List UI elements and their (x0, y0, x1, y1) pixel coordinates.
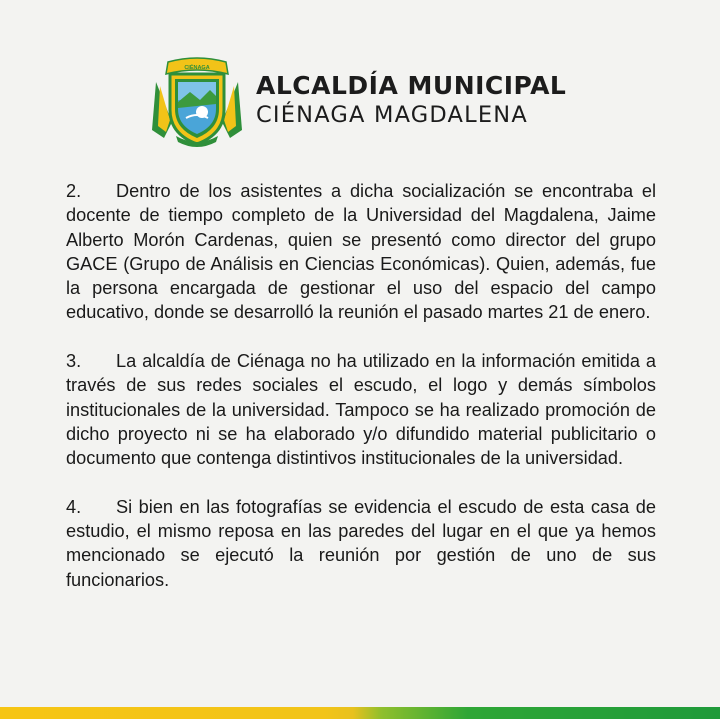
document-body (66, 179, 656, 616)
paragraph-number: 4. (66, 496, 82, 517)
paragraph-4 (66, 495, 656, 592)
page-subtitle: CIÉNAGA MAGDALENA (256, 102, 528, 128)
paragraph-2 (66, 179, 656, 325)
municipal-crest-icon (150, 52, 244, 148)
page-title: ALCALDÍA MUNICIPAL (256, 71, 567, 100)
paragraph-text: Si bien en las fotografías se evidencia el escudo de esta casa de estudio, el mismo reposa en las paredes del lugar en el que ya hemos mencionado se ejecutó la reunión por gestión de uno de sus funcionarios. (66, 496, 656, 590)
paragraph-number: 2. (66, 181, 82, 201)
paragraph-text: La alcaldía de Ciénaga no ha utilizado en la información emitida a través de sus redes sociales el escudo, el logo y demás símbolos institucionales de la universidad. Tampoco se ha realizado promoción de dicho proyecto ni se ha elaborado y/o difundido material publicitario o documento que contenga distintivos institucionales de la universidad. (66, 351, 656, 469)
paragraph-3 (66, 349, 656, 470)
paragraph-number: 3. (66, 351, 82, 372)
title-block (256, 71, 566, 129)
crest-banner-text: CIÉNAGA (184, 65, 210, 71)
paragraph-text: Dentro de los asistentes a dicha socialización se encontraba el docente de tiempo completo de la Universidad del Magdalena, Jaime Alberto Morón Cardenas, quien se presentó como director del grupo GACE (Grupo de Análisis en Ciencias Económicas). Quien, además, fue la persona encargada de gestionar el uso del espacio del campo educativo, donde se desarrolló la reunión el pasado martes 21 de enero. (66, 181, 656, 323)
footer-color-bar (0, 707, 720, 719)
header (150, 50, 566, 150)
